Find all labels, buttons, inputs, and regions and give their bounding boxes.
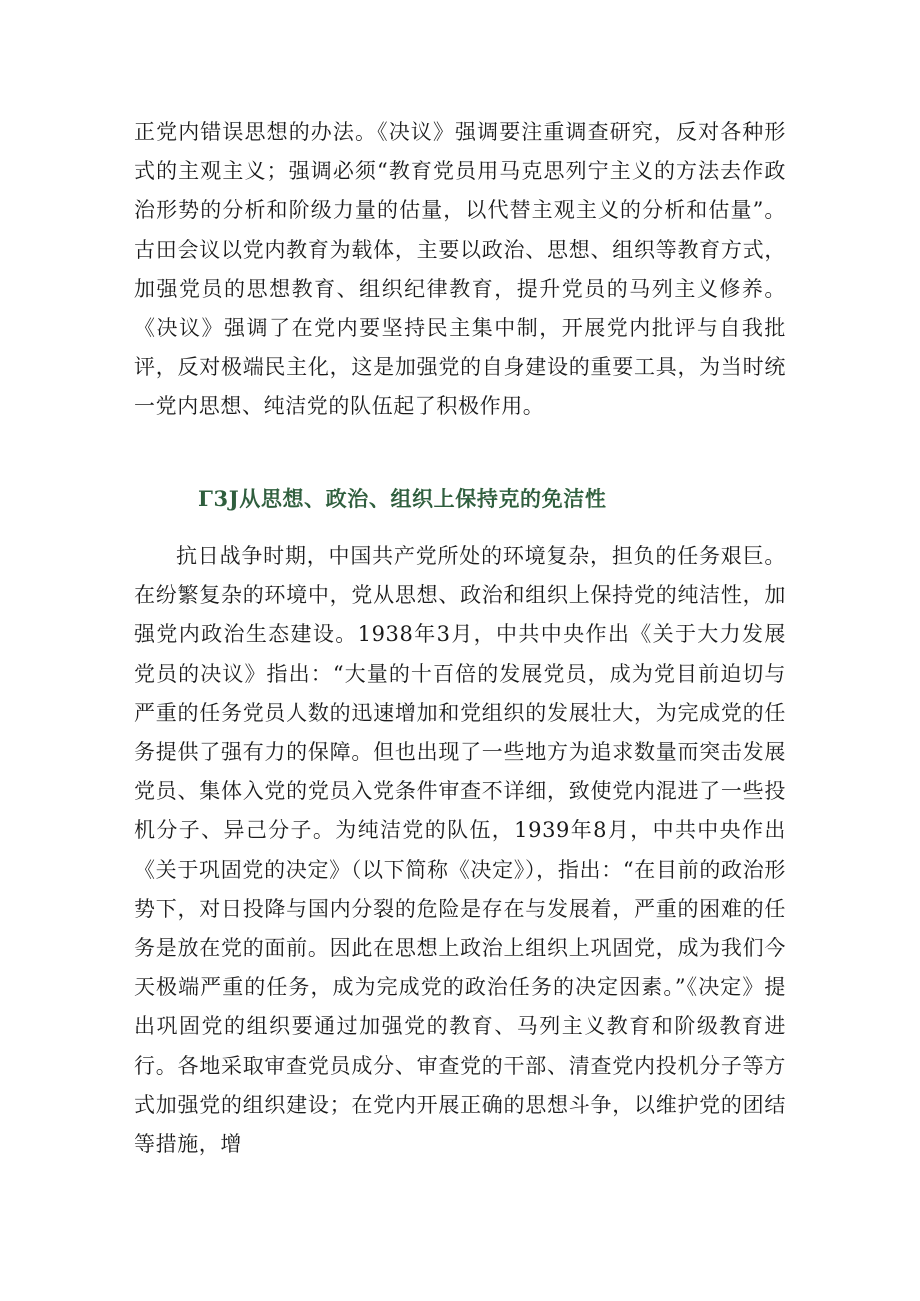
section-heading: Γ3J从思想、政治、组织上保持克的免洁性 (198, 486, 607, 511)
body-paragraph-2: 抗日战争时期，中国共产党所处的环境复杂，担负的任务艰巨。在纷繁复杂的环境中，党从思想、政治和组织上保持党的纯洁性，加强党内政治生态建设。1938年3月，中共中央作出《关于大力发展党员的决议》指出：“大量的十百倍的发展党员，成为党目前迫切与严重的任务党员人数的迅速增加和党组织的发展壮大，为完成党的任务提供了强有力的保障。但也出现了一些地方为追求数量而突击发展党员、集体入党的党员入党条件审查不详细，致使党内混进了一些投机分子、异己分子。为纯洁党的队伍，1939年8月，中共中央作出《关于巩固党的决定》（以下简称《决定》），指出：“在目前的政治形势下，对日投降与国内分裂的危险是存在与发展着，严重的困难的任务是放在党的面前。因此在思想上政治上组织上巩固党，成为我们今天极端严重的任务，成为完成党的政治任务的决定因素。”《决定》提出巩固党的组织要通过加强党的教育、马列主义教育和阶级教育进行。各地采取审查党员成分、审查党的干部、清查党内投机分子等方式加强党的组织建设；在党内开展正确的思想斗争，以维护党的团结等措施，增 (134, 544, 786, 1157)
body-paragraph-1: 正党内错误思想的办法。《决议》强调要注重调查研究，反对各种形式的主观主义；强调必须“教育党员用马克思列宁主义的方法去作政治形势的分析和阶级力量的估量，以代替主观主义的分析和估量”。古田会议以党内教育为载体，主要以政治、思想、组织等教育方式，加强党员的思想教育、组织纪律教育，提升党员的马列主义修养。《决议》强调了在党内要坚持民主集中制，开展党内批评与自我批评，反对极端民主化，这是加强党的自身建设的重要工具，为当时统一党内思想、纯洁党的队伍起了积极作用。 (134, 120, 786, 419)
